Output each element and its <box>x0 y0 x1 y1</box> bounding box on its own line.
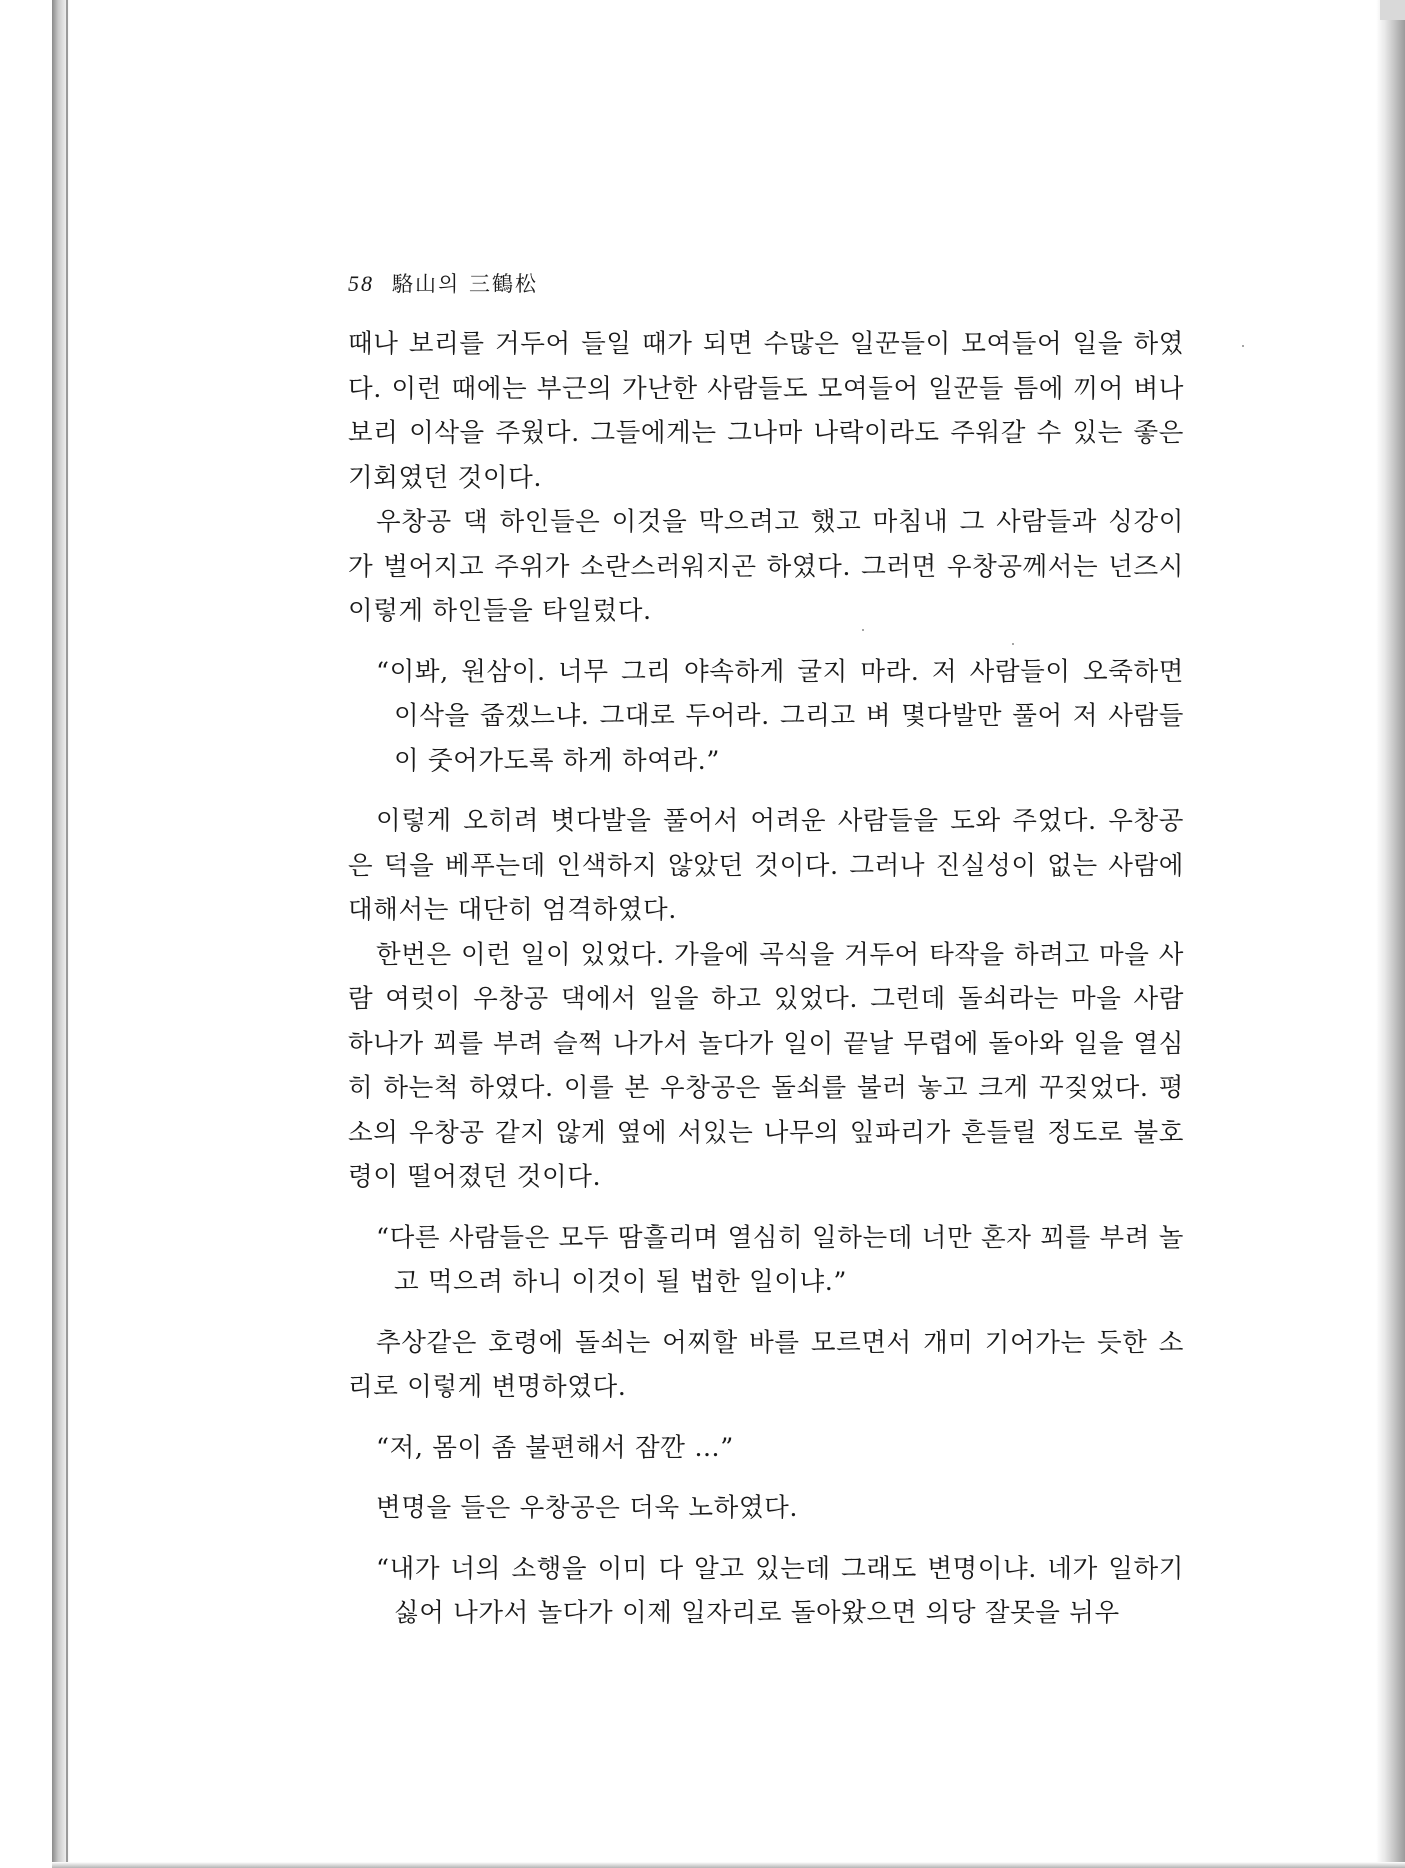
paragraph: 변명을 들은 우창공은 더욱 노하였다. <box>376 1493 799 1523</box>
quotation: “다른 사람들은 모두 땀흘리며 열심히 일하는데 너만 혼자 꾀를 부려 놀고 먹으려 하니 이것이 될 법한 일이냐.” <box>376 1222 1184 1297</box>
paragraph: 한번은 이런 일이 있었다. 가을에 곡식을 거두어 타작을 하려고 마을 사람 여럿이 우창공 댁에서 일을 하고 있었다. 그런데 돌쇠라는 마을 사람 하나가 꾀를 부려 슬쩍 나가서 놀다가 일이 끝날 무렵에 돌아와 일을 열심히 하는척 하였다. 이를 본 우창공은 돌쇠를 불러 놓고 크게 꾸짖었다. 평소의 우창공 같지 않게 옆에 서있는 나무의 잎파리가 흔들릴 정도로 불호령이 떨어졌던 것이다. <box>348 939 1184 1192</box>
running-head <box>348 268 1184 300</box>
quotation: “내가 너의 소행을 이미 다 알고 있는데 그래도 변명이냐. 네가 일하기 싫어 나가서 놀다가 이제 일자리로 돌아왔으면 의당 잘못을 뉘우 <box>376 1553 1184 1628</box>
page-number: 58 <box>348 271 374 296</box>
scan-speck <box>1242 345 1244 347</box>
paragraph: 때나 보리를 거두어 들일 때가 되면 수많은 일꾼들이 모여들어 일을 하였다. 이런 때에는 부근의 가난한 사람들도 모여들어 일꾼들 틈에 끼어 벼나 보리 이삭을 주웠다. 그들에게는 그나마 나락이라도 주워갈 수 있는 좋은 기회였던 것이다. <box>348 329 1184 493</box>
quotation: “이봐, 원삼이. 너무 그리 야속하게 굴지 마라. 저 사람들이 오죽하면 이삭을 줍겠느냐. 그대로 두어라. 그리고 벼 몇다발만 풀어 저 사람들이 줏어가도록 하게 하여라.” <box>376 656 1184 776</box>
page-edge-corner <box>1380 0 1405 20</box>
page-edge-left-line <box>66 0 68 1868</box>
paragraph: 추상같은 호령에 돌쇠는 어찌할 바를 모르면서 개미 기어가는 듯한 소리로 이렇게 변명하였다. <box>348 1327 1184 1402</box>
book-page <box>348 268 1184 1652</box>
book-title: 駱山의 三鶴松 <box>392 272 538 296</box>
page-edge-right <box>1376 0 1405 1868</box>
paragraph: 이렇게 오히려 볏다발을 풀어서 어려운 사람들을 도와 주었다. 우창공은 덕을 베푸는데 인색하지 않았던 것이다. 그러나 진실성이 없는 사람에 대해서는 대단히 엄격하였다. <box>348 806 1184 925</box>
page-edge-bottom <box>52 1862 1405 1868</box>
paragraph: 우창공 댁 하인들은 이것을 막으려고 했고 마침내 그 사람들과 싱강이가 벌어지고 주위가 소란스러워지곤 하였다. 그러면 우창공께서는 넌즈시 이렇게 하인들을 타일렀다. <box>348 507 1184 626</box>
quotation: “저, 몸이 좀 불편해서 잠깐 …” <box>376 1432 734 1463</box>
